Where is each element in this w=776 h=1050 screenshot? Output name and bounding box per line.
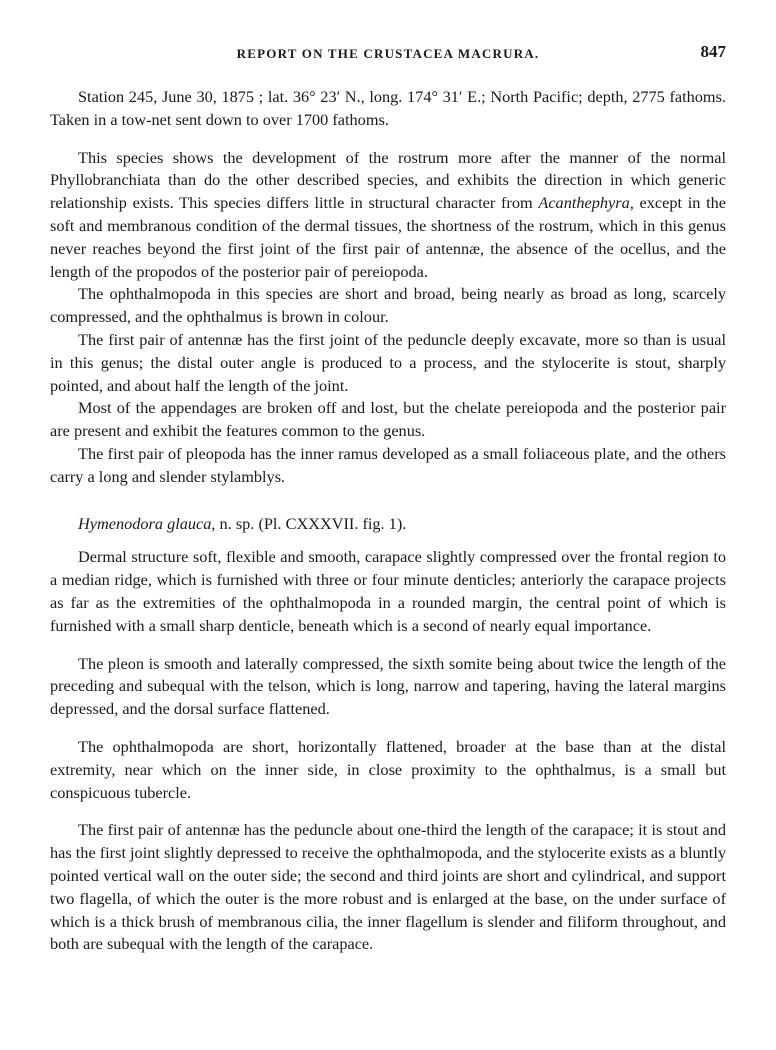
paragraph-dermal-structure: Dermal structure soft, flexible and smooth, carapace slightly compressed over the frontal region to a median ridge, which is furnished with three or four minute denticles; anteriorly the carapace projects as far as the extremities of the ophthalmopoda in a rounded margin, the central point of which is furnished with a small sharp denticle, beneath which is a second of nearly equal importance. [50, 547, 726, 635]
genus-name-acanthephyra: Acanthephyra, [538, 193, 634, 213]
paragraph-pleon: The pleon is smooth and laterally compressed, the sixth somite being about twice the length of the preceding and subequal with the telson, which is long, narrow and tapering, having the lateral margins depressed, and the dorsal surface flattened. [50, 653, 726, 719]
paragraph-antennae: The first pair of antennæ has the first joint of the peduncle deeply excavate, more so than is usual in this genus; the distal outer angle is produced to a process, and the stylocerite is stout, sharply pointed, and about half the length of the joint. [50, 329, 726, 395]
paragraph-rostrum-text-b: except in the soft and membranous condition of the dermal tissues, the shortness of the rostrum, which in this genus never reaches beyond the first joint of the first pair of antennæ, the absence of the ocellus, and the length of the propodos of the posterior pair of pereiopoda. [50, 193, 727, 281]
paragraph-rostrum-text-a: This species shows the development of the rostrum more after the manner of the normal Phyllobranchiata than do the other described species, and exhibits the direction in which generic relationship exists. This species differs little in structural character from [50, 147, 726, 213]
species-heading [50, 513, 726, 536]
species-reference: n. sp. (Pl. CXXXVII. fig. 1). [215, 513, 407, 533]
species-name: Hymenodora glauca, [78, 513, 216, 533]
paragraph-ophthalmopoda-desc: The ophthalmopoda are short, horizontally flattened, broader at the base than at the distal extremity, near which on the inner side, in close proximity to the ophthalmus, is a small but conspicuous tubercle. [50, 736, 726, 802]
paragraph-pleopoda: The first pair of pleopoda has the inner ramus developed as a small foliaceous plate, and the others carry a long and slender stylamblys. [50, 443, 726, 486]
running-header [50, 42, 726, 64]
body-text [50, 86, 726, 956]
station-paragraph: Station 245, June 30, 1875 ; lat. 36° 23′ N., long. 174° 31′ E.; North Pacific; depth, 2775 fathoms. Taken in a tow-net sent down to over 1700 fathoms. [50, 87, 726, 129]
running-title: REPORT ON THE CRUSTACEA MACRURA. [236, 46, 540, 61]
paragraph-antennae-desc: The first pair of antennæ has the peduncle about one-third the length of the carapace; it is stout and has the first joint slightly depressed to receive the ophthalmopoda, and the stylocerite exists as a bluntly pointed vertical wall on the outer side; the second and third joints are short and cylindrical, and support two flagella, of which the outer is the more robust and is enlarged at the base, on the under surface of which is a thick brush of membranous cilia, the inner flagellum is slender and filiform throughout, and both are subequal with the length of the carapace. [50, 820, 726, 954]
paragraph-appendages: Most of the appendages are broken off and lost, but the chelate pereiopoda and the posterior pair are present and exhibit the features common to the genus. [50, 398, 726, 441]
paragraph-rostrum [50, 147, 726, 284]
paragraph-ophthalmopoda: The ophthalmopoda in this species are short and broad, being nearly as broad as long, scarcely compressed, and the ophthalmus is brown in colour. [50, 284, 726, 327]
page-number: 847 [700, 42, 726, 61]
